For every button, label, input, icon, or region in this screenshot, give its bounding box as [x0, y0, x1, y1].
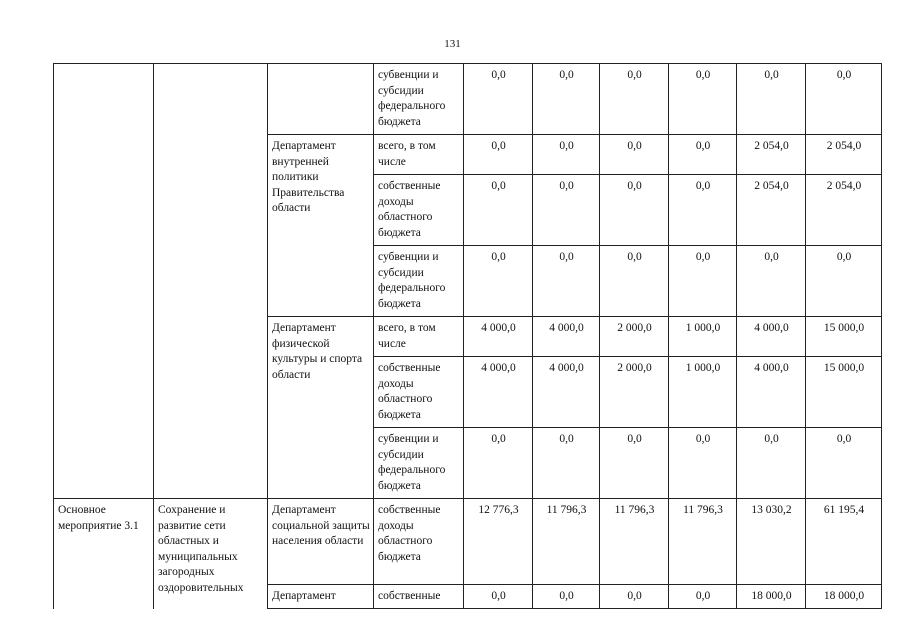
- value-cell: 13 030,2: [737, 499, 806, 585]
- value-cell: 2 054,0: [737, 175, 806, 246]
- value-cell: 4 000,0: [533, 317, 600, 357]
- department-name: Департамент внутренней политики Правительства области: [268, 135, 374, 317]
- value-cell: 12 776,3: [464, 499, 533, 585]
- value-cell: 0,0: [669, 428, 737, 499]
- value-cell: 11 796,3: [669, 499, 737, 585]
- funding-source: собственные: [374, 585, 464, 609]
- value-cell: 0,0: [669, 135, 737, 175]
- table-row: [54, 499, 882, 585]
- department-name: Департамент физической культуры и спорта области: [268, 317, 374, 499]
- value-cell: 0,0: [600, 428, 669, 499]
- value-cell: 0,0: [464, 585, 533, 609]
- funding-source: субвенции и субсидии федерального бюджета: [374, 428, 464, 499]
- value-cell: 0,0: [737, 64, 806, 135]
- value-cell: 4 000,0: [464, 317, 533, 357]
- value-total-cell: 15 000,0: [806, 357, 882, 428]
- activity-code: Основное мероприятие 3.1: [54, 499, 154, 609]
- value-cell: 0,0: [669, 175, 737, 246]
- funding-source: собственные доходы областного бюджета: [374, 175, 464, 246]
- funding-table: [53, 63, 882, 609]
- department-cell-empty: [268, 64, 374, 135]
- value-cell: 0,0: [600, 246, 669, 317]
- value-cell: 4 000,0: [464, 357, 533, 428]
- activity-name: Сохранение и развитие сети областных и муниципальных загородных оздоровительных: [154, 499, 268, 609]
- value-cell: 0,0: [464, 175, 533, 246]
- value-total-cell: 0,0: [806, 246, 882, 317]
- value-cell: 0,0: [533, 246, 600, 317]
- table-row: [54, 64, 882, 135]
- value-cell: 0,0: [464, 64, 533, 135]
- department-name: Департамент: [268, 585, 374, 609]
- value-total-cell: 2 054,0: [806, 175, 882, 246]
- value-cell: 0,0: [533, 135, 600, 175]
- value-total-cell: 61 195,4: [806, 499, 882, 585]
- value-cell: 1 000,0: [669, 357, 737, 428]
- value-cell: 4 000,0: [737, 357, 806, 428]
- value-cell: 0,0: [464, 135, 533, 175]
- funding-source: всего, в том числе: [374, 317, 464, 357]
- funding-source: субвенции и субсидии федерального бюджета: [374, 246, 464, 317]
- value-total-cell: 18 000,0: [806, 585, 882, 609]
- value-cell: 18 000,0: [737, 585, 806, 609]
- value-cell: 0,0: [600, 135, 669, 175]
- value-cell: 1 000,0: [669, 317, 737, 357]
- value-total-cell: 15 000,0: [806, 317, 882, 357]
- department-name: Департамент социальной защиты населения области: [268, 499, 374, 585]
- value-cell: 0,0: [600, 175, 669, 246]
- value-total-cell: 0,0: [806, 64, 882, 135]
- value-cell: 0,0: [669, 246, 737, 317]
- funding-source: субвенции и субсидии федерального бюджета: [374, 64, 464, 135]
- funding-source: собственные доходы областного бюджета: [374, 357, 464, 428]
- activity-name-cell-empty: [154, 64, 268, 499]
- value-cell: 0,0: [464, 246, 533, 317]
- activity-cell-empty: [54, 64, 154, 499]
- value-cell: 0,0: [737, 428, 806, 499]
- funding-source: собственные доходы областного бюджета: [374, 499, 464, 585]
- value-cell: 4 000,0: [533, 357, 600, 428]
- value-cell: 2 054,0: [737, 135, 806, 175]
- value-cell: 0,0: [737, 246, 806, 317]
- value-cell: 0,0: [533, 428, 600, 499]
- value-total-cell: 0,0: [806, 428, 882, 499]
- value-cell: 11 796,3: [600, 499, 669, 585]
- value-cell: 11 796,3: [533, 499, 600, 585]
- value-cell: 0,0: [464, 428, 533, 499]
- value-cell: 0,0: [600, 585, 669, 609]
- funding-source: всего, в том числе: [374, 135, 464, 175]
- value-cell: 0,0: [533, 64, 600, 135]
- value-cell: 0,0: [669, 585, 737, 609]
- value-cell: 2 000,0: [600, 317, 669, 357]
- value-cell: 0,0: [669, 64, 737, 135]
- value-cell: 0,0: [600, 64, 669, 135]
- page-number: 131: [444, 38, 461, 50]
- value-cell: 0,0: [533, 175, 600, 246]
- value-total-cell: 2 054,0: [806, 135, 882, 175]
- value-cell: 2 000,0: [600, 357, 669, 428]
- value-cell: 0,0: [533, 585, 600, 609]
- value-cell: 4 000,0: [737, 317, 806, 357]
